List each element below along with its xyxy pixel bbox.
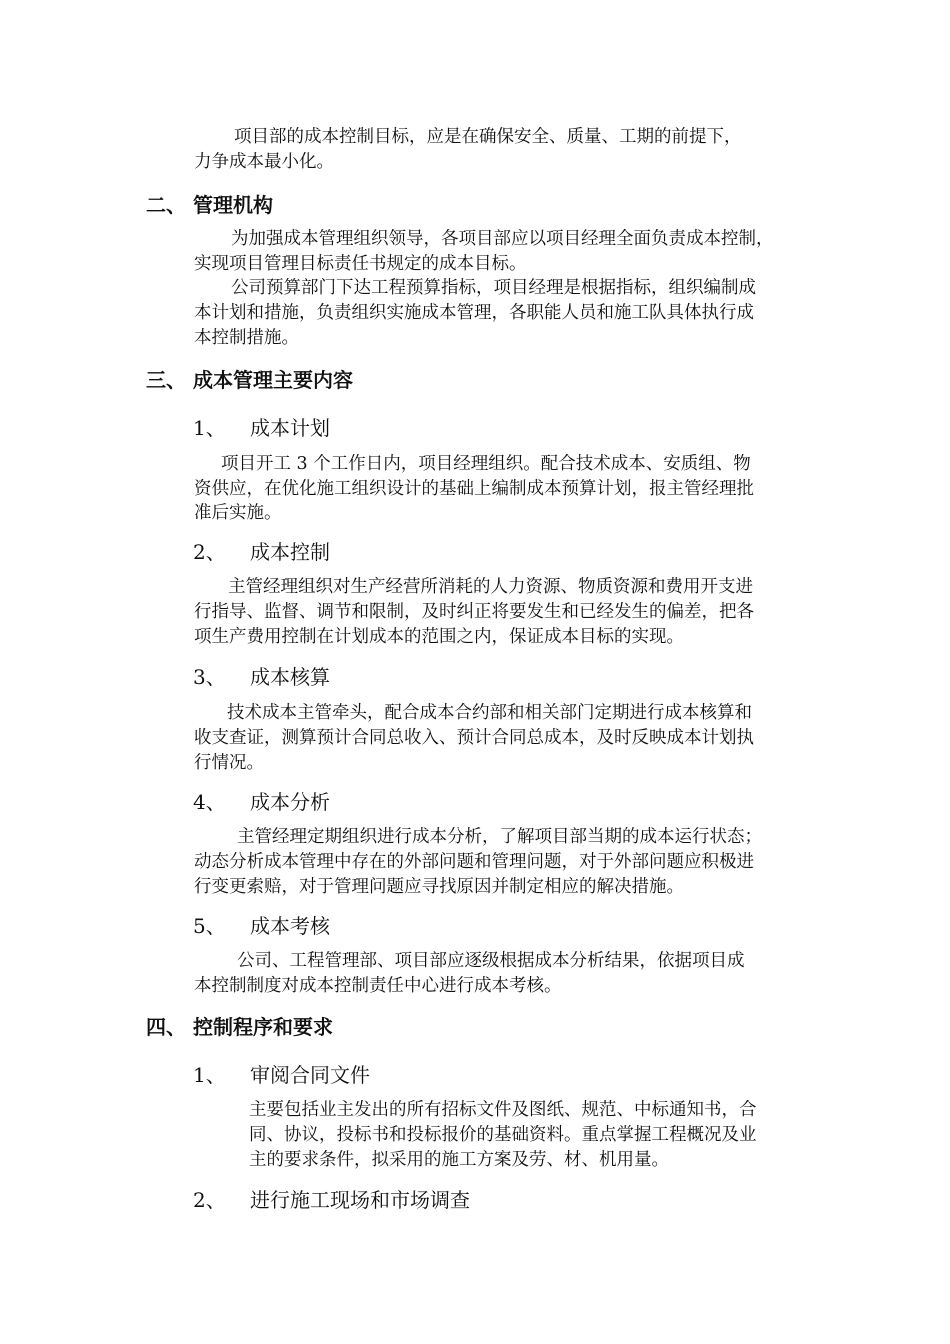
intro-line-1: 项目部的成本控制目标，应是在确保安全、质量、工期的前提下， (234, 127, 742, 147)
subheading-site-market-survey (193, 1184, 553, 1212)
subheading-title: 成本计划 (250, 416, 330, 440)
paragraph-line: 主的要求条件，拟采用的施工方案及劳、材、机用量。 (249, 1150, 669, 1170)
paragraph-line: 本计划和措施，负责组织实施成本管理，各职能人员和施工队具体执行成 (194, 303, 754, 323)
paragraph-line: 实现项目管理目标责任书规定的成本目标。 (194, 254, 527, 274)
paragraph-line: 同、协议，投标书和投标报价的基础资料。重点掌握工程概况及业 (249, 1125, 757, 1145)
subheading-title: 成本核算 (250, 665, 330, 689)
paragraph-line: 技术成本主管牵头，配合成本合约部和相关部门定期进行成本核算和 (227, 703, 752, 723)
subheading-title: 成本考核 (250, 914, 330, 938)
paragraph-line: 为加强成本管理组织领导，各项目部应以项目经理全面负责成本控制， (231, 229, 774, 249)
section-heading-management: 二、 管理机构 (146, 193, 273, 217)
paragraph-line: 本控制制度对成本控制责任中心进行成本考核。 (194, 976, 562, 996)
subheading-title: 成本分析 (250, 790, 330, 814)
subheading-cost-assessment (193, 910, 493, 938)
section-heading-main-content: 三、 成本管理主要内容 (146, 368, 353, 392)
paragraph-line: 行情况。 (194, 753, 264, 773)
paragraph-line: 收支查证，测算预计合同总收入、预计合同总成本，及时反映成本计划执 (194, 728, 754, 748)
paragraph-line: 公司预算部门下达工程预算指标，项目经理是根据指标，组织编制成 (231, 278, 756, 298)
paragraph-line: 动态分析成本管理中存在的外部问题和管理问题，对于外部问题应积极进 (194, 852, 754, 872)
subheading-number: 1、 (193, 1063, 226, 1087)
paragraph-line: 主管经理组织对生产经营所消耗的人力资源、物质资源和费用开支进 (228, 577, 753, 597)
paragraph-line: 项生产费用控制在计划成本的范围之内，保证成本目标的实现。 (194, 627, 684, 647)
paragraph-line: 行指导、监督、调节和限制，及时纠正将要发生和已经发生的偏差，把各 (194, 602, 754, 622)
subheading-review-contract (193, 1059, 523, 1087)
intro-line-2: 力争成本最小化。 (194, 152, 334, 172)
subheading-number: 2、 (193, 540, 226, 564)
subheading-cost-accounting (193, 661, 493, 689)
paragraph-line: 行变更索赔，对于管理问题应寻找原因并制定相应的解决措施。 (194, 877, 684, 897)
subheading-number: 1、 (193, 416, 226, 440)
paragraph-line: 资供应，在优化施工组织设计的基础上编制成本预算计划，报主管经理批 (194, 479, 754, 499)
paragraph-line: 主要包括业主发出的所有招标文件及图纸、规范、中标通知书，合 (249, 1100, 757, 1120)
paragraph-line: 本控制措施。 (194, 328, 299, 348)
subheading-number: 5、 (193, 914, 226, 938)
subheading-number: 2、 (193, 1188, 226, 1212)
paragraph-line: 准后实施。 (194, 503, 282, 523)
section-heading-procedure: 四、 控制程序和要求 (146, 1015, 333, 1039)
paragraph-line: 主管经理定期组织进行成本分析，了解项目部当期的成本运行状态； (237, 827, 762, 847)
paragraph-line: 公司、工程管理部、项目部应逐级根据成本分析结果，依据项目成 (237, 951, 745, 971)
paragraph-line: 项目开工 3 个工作日内，项目经理组织。配合技术成本、安质组、物 (221, 454, 751, 474)
subheading-number: 4、 (193, 790, 226, 814)
subheading-cost-analysis (193, 786, 493, 814)
subheading-number: 3、 (193, 665, 226, 689)
subheading-title: 进行施工现场和市场调查 (250, 1188, 470, 1212)
subheading-title: 成本控制 (250, 540, 330, 564)
subheading-cost-control (193, 536, 493, 564)
subheading-cost-plan (193, 412, 493, 440)
subheading-title: 审阅合同文件 (250, 1063, 370, 1087)
